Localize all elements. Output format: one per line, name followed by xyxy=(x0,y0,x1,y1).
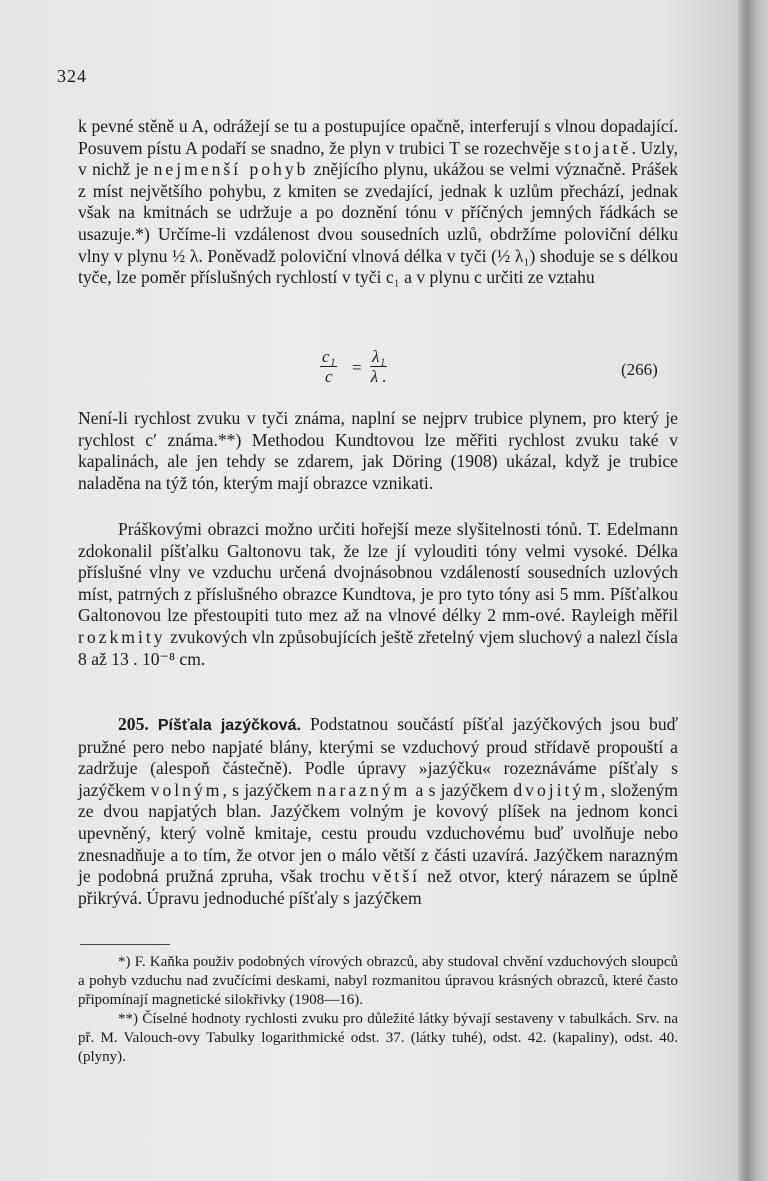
equation-266 xyxy=(78,348,678,398)
para4-text-b: , s jazýčkem xyxy=(222,779,312,800)
para3-text: Práškovými obrazci možno určiti hořejší meze slyšitelnosti tónů. T. Edelmann zdokonalil píšťalku Galtonovu tak, že lze jí vylouditi tóny velmi vysoké. Délka příslušné vlny ve vzduchu určená dvojnásobnou vzdáleností sousedních uzlových míst, patrných z příslušného obrazce Kundtova, je pro tyto tóny asi 5 mm. Píšťalkou Galtonovou lze přestoupiti tuto mez až na vlnové délky 2 mm-ové. Rayleigh měřil xyxy=(78,519,678,626)
paragraph-3 xyxy=(78,519,678,670)
section-number: 205. xyxy=(118,714,149,734)
equation-number: (266) xyxy=(621,360,658,379)
para3-spaced: rozkmity xyxy=(78,626,166,647)
para1-text-b: . Uzly, v nichž je xyxy=(78,137,678,180)
section-205 xyxy=(78,714,678,909)
page-number: 324 xyxy=(57,66,87,86)
para4-text-d: , složeným ze dvou napjatých blan. Jazýčkem volným je kovový plíšek na jednom konci upevněný, který volně kmitaje, cestu proudu vzduchovému buď uvolňuje nebo znesnadňuje a to tím, že otvor jen o málo větší z části uzavírá. Jazýčkem narazným je podobná pružná zpruha, však trochu xyxy=(78,779,678,887)
para4-text-a: Podstatnou součástí píšťal jazýčkových jsou buď pružné pero nebo napjaté blány, kterými se vzduchový proud střídavě propouští a zadržuje (alespoň částečně). Podle úpravy »jazýčku« rozeznáváme píšťaly s jazýčkem xyxy=(78,714,679,800)
para1-spaced-2: nejmenší pohyb xyxy=(153,159,309,180)
para2-text: Není-li rychlost zvuku v tyči známa, naplní se nejprv trubice plynem, pro který je rychlost c′ známa.**) Methodou Kundtovou lze měřiti rychlost zvuku také v kapalinách, ale jen tehdy se zdarem, jak Döring (1908) ukázal, když je trubice naladěna na týž tón, kterým mají obrazce vznikati. xyxy=(78,408,678,493)
para4-spaced-2: narazným xyxy=(316,779,411,800)
fraction-right-numerator: λ₁ xyxy=(372,347,386,366)
para1-text-c: znějícího plynu, ukážou se velmi význačně. Prášek z míst největšího pohybu, z kmiten se zvedající, jednak k uzlům přechází, jednak však na kmitnách se udržuje a po doznění tónu v příčných jemných řádkách se usazuje.*) Určíme-li vzdálenost dvou sousedních uzlů, obdržíme poloviční délku vlny v plynu ½ λ. Poněvadž poloviční vlnová délka v tyči (½ λ₁) shoduje se s délkou tyče, lze poměr příslušných rychlostí v tyči c₁ a v plynu c určiti ze vztahu xyxy=(78,159,679,288)
footnote-2: **) Číselné hodnoty rychlosti zvuku pro důležité látky bývají sestaveny v tabulkách. Srv. na př. M. Valouch-ovy Tabulky logarithmické odst. 37. (látky tuhé), odst. 42. (kapaliny), odst. 40. (plyny). xyxy=(78,1011,678,1065)
fraction-left-denominator: c xyxy=(324,367,333,386)
para3-text-b: zvukových vln způsobujících ještě zřetelný vjem sluchový a nalezl čísla 8 až 13 . 10⁻⁸ cm. xyxy=(78,626,678,669)
footnotes xyxy=(78,953,678,1067)
fraction-right-denominator: λ . xyxy=(370,367,387,386)
page-edge xyxy=(738,0,768,1181)
para4-spaced-3: dvojitým xyxy=(513,779,601,800)
para4-text-e: než otvor, který nárazem se úplně přikrývá. Úpravu jednoduché píšťaly s jazýčkem xyxy=(78,866,678,908)
fraction-left xyxy=(320,348,337,387)
para4-spaced-1: volným xyxy=(150,779,223,800)
para4-spaced-4: větší xyxy=(371,866,421,887)
equals-sign: = xyxy=(352,358,362,377)
paragraph-1 xyxy=(78,116,678,289)
footnote-1: *) F. Kaňka použiv podobných vírových obrazců, aby studoval chvění vzduchových sloupců a pohyb vzduchu nad zvučícími deskami, nabyl rozmanitou úpravou krásných obrazců, které často připomínají magnetické silokřivky (1908—16). xyxy=(78,954,678,1008)
fraction-right xyxy=(370,348,387,387)
para1-spaced: stojatě xyxy=(564,137,632,158)
para1-text: k pevné stěně u A, odrážejí se tu a postupujíce opačně, interferují s vlnou dopadající. Posuvem pístu A podaří se snadno, že plyn v trubici T se rozechvěje xyxy=(78,116,678,158)
footnote-rule xyxy=(80,944,170,945)
section-title: Píšťala jazýčková. xyxy=(157,717,301,734)
fraction-left-numerator: c₁ xyxy=(322,347,336,366)
paragraph-2 xyxy=(78,408,678,494)
para4-text-c: a s jazýčkem xyxy=(415,779,509,800)
